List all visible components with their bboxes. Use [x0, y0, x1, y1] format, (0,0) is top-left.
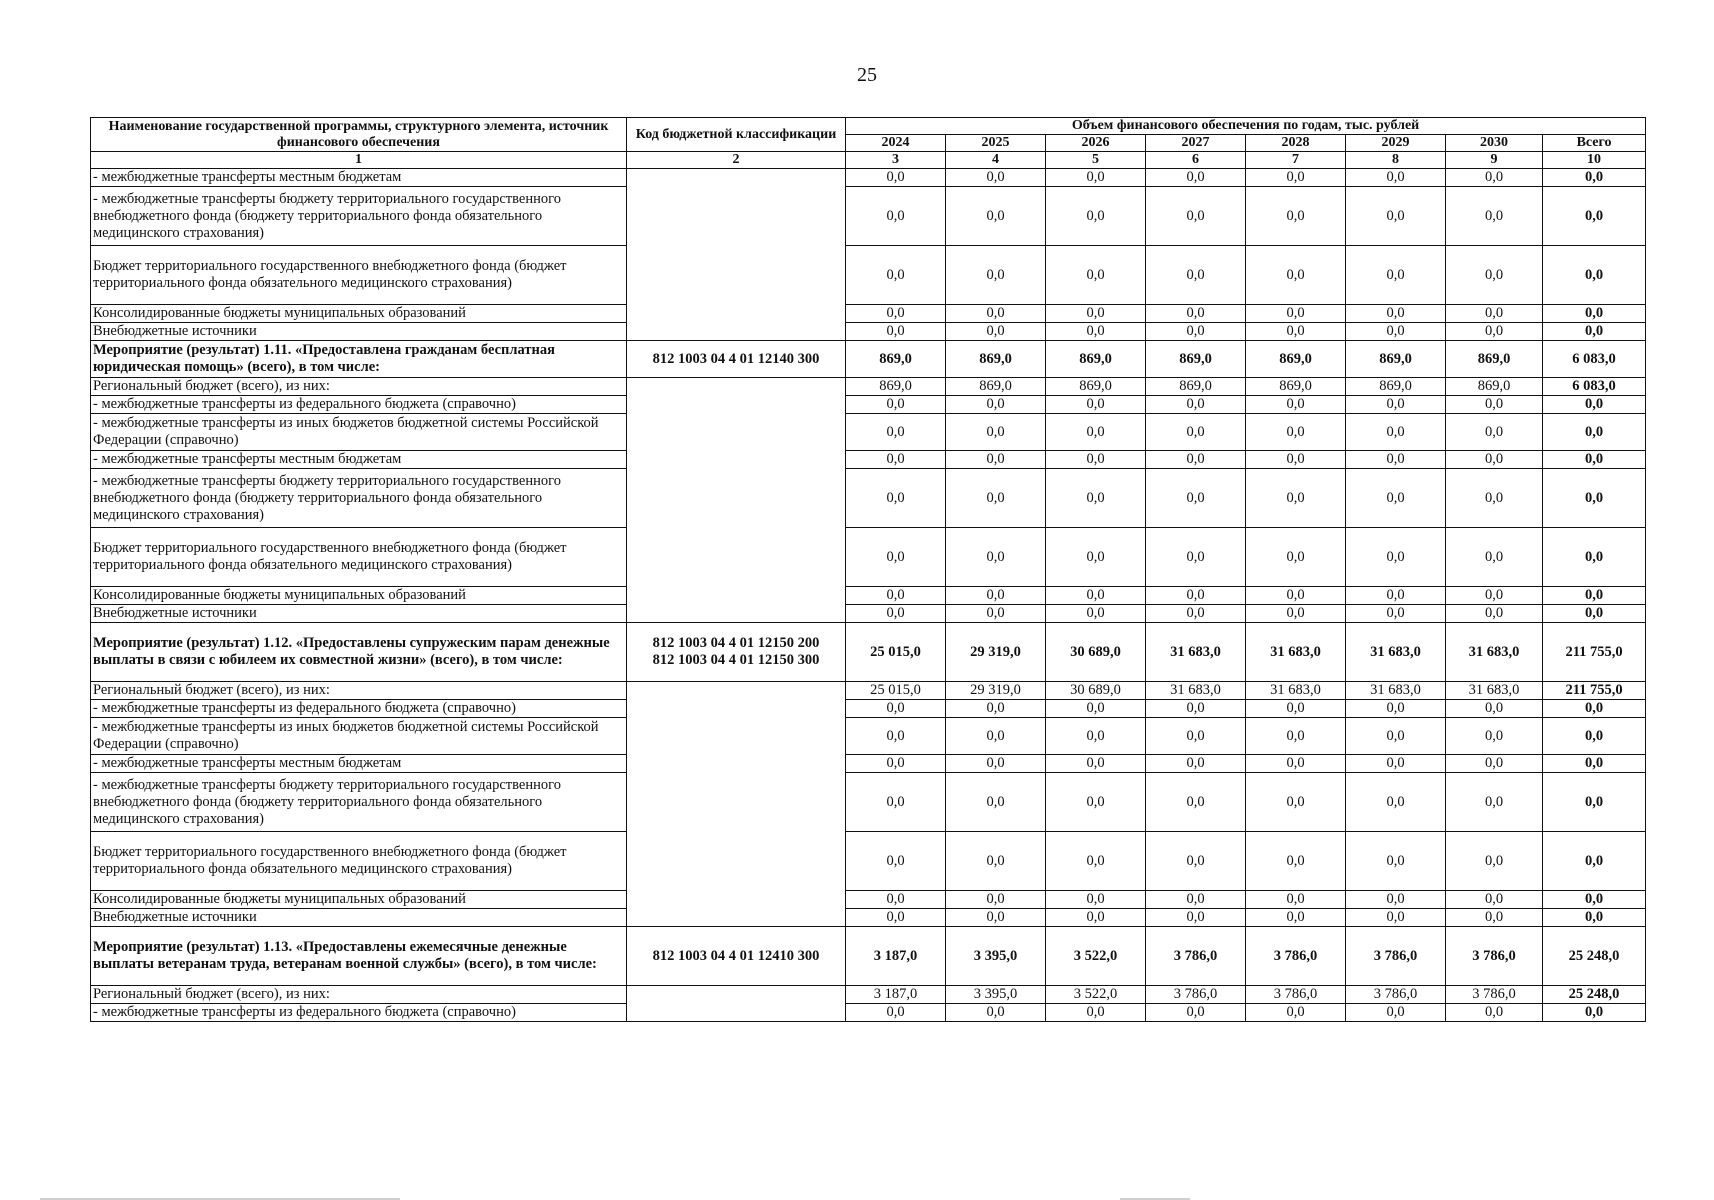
- year-value: 0,0: [946, 187, 1046, 246]
- year-value: 0,0: [1146, 700, 1246, 718]
- year-value: 0,0: [1146, 832, 1246, 891]
- year-value: 0,0: [946, 1004, 1046, 1022]
- year-value: 25 015,0: [846, 623, 946, 682]
- year-value: 869,0: [1246, 341, 1346, 378]
- row-name: - межбюджетные трансферты бюджету территориального государственного внебюджетного фонда (бюджету территориального фонда обязательного медицинского страхования): [91, 187, 627, 246]
- year-value: 0,0: [1346, 891, 1446, 909]
- year-value: 0,0: [846, 305, 946, 323]
- row-name: Консолидированные бюджеты муниципальных образований: [91, 891, 627, 909]
- row-name: - межбюджетные трансферты из иных бюджетов бюджетной системы Российской Федерации (справочно): [91, 414, 627, 451]
- year-value: 0,0: [1146, 451, 1246, 469]
- row-name: Внебюджетные источники: [91, 909, 627, 927]
- year-value: 0,0: [946, 891, 1046, 909]
- year-value: 0,0: [1046, 323, 1146, 341]
- table-row: [91, 469, 1646, 528]
- table-row: [91, 305, 1646, 323]
- year-value: 0,0: [1146, 323, 1246, 341]
- year-value: 0,0: [1246, 396, 1346, 414]
- year-value: 0,0: [1446, 323, 1543, 341]
- year-value: 25 015,0: [846, 682, 946, 700]
- budget-code-cell: [627, 341, 846, 378]
- year-value: 0,0: [1046, 396, 1146, 414]
- year-value: 3 187,0: [846, 986, 946, 1004]
- column-number: 5: [1046, 152, 1146, 169]
- year-value: 3 786,0: [1346, 927, 1446, 986]
- table-row: [91, 396, 1646, 414]
- year-value: 0,0: [1046, 469, 1146, 528]
- budget-code-cell: [627, 623, 846, 682]
- year-value: 0,0: [1246, 169, 1346, 187]
- year-value: 31 683,0: [1446, 623, 1543, 682]
- table-row: [91, 169, 1646, 187]
- year-value: 0,0: [846, 1004, 946, 1022]
- row-name: Мероприятие (результат) 1.13. «Предоставлены ежемесячные денежные выплаты ветеранам труда, ветеранам военной службы» (всего), в том числе:: [91, 927, 627, 986]
- table-row: [91, 341, 1646, 378]
- year-value: 0,0: [846, 718, 946, 755]
- year-value: 0,0: [1346, 414, 1446, 451]
- year-value: 0,0: [1046, 528, 1146, 587]
- table-body: [91, 169, 1646, 1022]
- year-value: 0,0: [846, 832, 946, 891]
- year-value: 0,0: [1346, 528, 1446, 587]
- year-header: 2028: [1246, 135, 1346, 152]
- year-value: 0,0: [1246, 832, 1346, 891]
- year-value: 0,0: [1046, 451, 1146, 469]
- column-numbers-row: [91, 152, 1646, 169]
- year-value: 0,0: [1346, 700, 1446, 718]
- table-row: [91, 378, 1646, 396]
- year-value: 0,0: [946, 528, 1046, 587]
- total-value: 0,0: [1543, 773, 1646, 832]
- table-row: [91, 246, 1646, 305]
- column-number: 9: [1446, 152, 1543, 169]
- year-header: 2024: [846, 135, 946, 152]
- year-value: 0,0: [1346, 469, 1446, 528]
- volume-column-header: Объем финансового обеспечения по годам, тыс. рублей: [846, 118, 1646, 135]
- total-value: 25 248,0: [1543, 927, 1646, 986]
- year-value: 0,0: [946, 832, 1046, 891]
- year-value: 0,0: [846, 755, 946, 773]
- year-value: 0,0: [946, 305, 1046, 323]
- total-value: 6 083,0: [1543, 341, 1646, 378]
- year-value: 869,0: [846, 341, 946, 378]
- column-number: 8: [1346, 152, 1446, 169]
- row-name: Бюджет территориального государственного внебюджетного фонда (бюджет территориального фонда обязательного медицинского страхования): [91, 528, 627, 587]
- year-value: 3 786,0: [1146, 927, 1246, 986]
- year-value: 0,0: [1046, 891, 1146, 909]
- total-value: 0,0: [1543, 305, 1646, 323]
- year-value: 869,0: [1146, 378, 1246, 396]
- year-value: 30 689,0: [1046, 623, 1146, 682]
- year-value: 0,0: [946, 587, 1046, 605]
- year-value: 0,0: [846, 891, 946, 909]
- year-value: 869,0: [846, 378, 946, 396]
- row-name: - межбюджетные трансферты местным бюджетам: [91, 755, 627, 773]
- total-value: 6 083,0: [1543, 378, 1646, 396]
- year-header: 2025: [946, 135, 1046, 152]
- year-value: 0,0: [1446, 909, 1543, 927]
- year-value: 0,0: [1446, 605, 1543, 623]
- year-value: 0,0: [1246, 605, 1346, 623]
- year-value: 0,0: [1346, 396, 1446, 414]
- year-value: 869,0: [1246, 378, 1346, 396]
- year-value: 0,0: [1446, 1004, 1543, 1022]
- total-value: 0,0: [1543, 755, 1646, 773]
- budget-code-cell: [627, 986, 846, 1022]
- row-name: Региональный бюджет (всего), из них:: [91, 986, 627, 1004]
- total-value: 0,0: [1543, 396, 1646, 414]
- row-name: - межбюджетные трансферты из федерального бюджета (справочно): [91, 396, 627, 414]
- year-value: 0,0: [1346, 755, 1446, 773]
- year-value: 0,0: [1046, 755, 1146, 773]
- year-value: 0,0: [1146, 587, 1246, 605]
- year-value: 0,0: [1046, 1004, 1146, 1022]
- year-value: 0,0: [946, 246, 1046, 305]
- year-value: 0,0: [1046, 305, 1146, 323]
- year-value: 3 395,0: [946, 927, 1046, 986]
- column-number: 10: [1543, 152, 1646, 169]
- year-value: 0,0: [1146, 718, 1246, 755]
- total-value: 0,0: [1543, 187, 1646, 246]
- year-value: 0,0: [1046, 718, 1146, 755]
- year-value: 869,0: [1446, 341, 1543, 378]
- table-row: [91, 700, 1646, 718]
- total-value: 0,0: [1543, 700, 1646, 718]
- year-value: 0,0: [946, 718, 1046, 755]
- year-value: 0,0: [1246, 323, 1346, 341]
- year-value: 0,0: [1346, 832, 1446, 891]
- year-value: 0,0: [1046, 587, 1146, 605]
- year-value: 0,0: [946, 323, 1046, 341]
- total-value: 0,0: [1543, 1004, 1646, 1022]
- year-value: 0,0: [1446, 469, 1543, 528]
- year-value: 0,0: [946, 169, 1046, 187]
- year-value: 31 683,0: [1146, 623, 1246, 682]
- year-value: 0,0: [846, 451, 946, 469]
- year-value: 0,0: [1446, 755, 1543, 773]
- row-name: Внебюджетные источники: [91, 605, 627, 623]
- year-value: 0,0: [846, 323, 946, 341]
- year-value: 869,0: [1346, 378, 1446, 396]
- header-row: [91, 118, 1646, 135]
- year-value: 0,0: [1146, 605, 1246, 623]
- year-value: 0,0: [1346, 909, 1446, 927]
- year-value: 0,0: [1446, 187, 1543, 246]
- year-header: 2026: [1046, 135, 1146, 152]
- year-value: 0,0: [1446, 718, 1543, 755]
- year-value: 869,0: [946, 341, 1046, 378]
- budget-code-cell: [627, 682, 846, 927]
- year-value: 869,0: [1046, 341, 1146, 378]
- budget-code-cell: [627, 378, 846, 623]
- table-row: [91, 682, 1646, 700]
- year-header: 2029: [1346, 135, 1446, 152]
- year-value: 3 522,0: [1046, 927, 1146, 986]
- year-value: 0,0: [946, 605, 1046, 623]
- year-value: 31 683,0: [1346, 682, 1446, 700]
- row-name: - межбюджетные трансферты из федерального бюджета (справочно): [91, 1004, 627, 1022]
- year-value: 0,0: [846, 773, 946, 832]
- year-value: 0,0: [1146, 396, 1246, 414]
- year-value: 3 395,0: [946, 986, 1046, 1004]
- column-number: 2: [627, 152, 846, 169]
- year-value: 0,0: [1246, 755, 1346, 773]
- year-value: 0,0: [1446, 587, 1543, 605]
- year-value: 0,0: [846, 414, 946, 451]
- year-value: 3 786,0: [1146, 986, 1246, 1004]
- table-row: [91, 986, 1646, 1004]
- row-name: - межбюджетные трансферты местным бюджетам: [91, 451, 627, 469]
- year-value: 0,0: [1046, 832, 1146, 891]
- year-value: 0,0: [1146, 773, 1246, 832]
- total-value: 25 248,0: [1543, 986, 1646, 1004]
- year-value: 0,0: [1046, 414, 1146, 451]
- year-value: 0,0: [1246, 700, 1346, 718]
- year-value: 0,0: [1046, 246, 1146, 305]
- row-name: - межбюджетные трансферты бюджету территориального государственного внебюджетного фонда (бюджету территориального фонда обязательного медицинского страхования): [91, 469, 627, 528]
- table-row: [91, 323, 1646, 341]
- year-value: 0,0: [1346, 773, 1446, 832]
- year-value: 3 786,0: [1246, 927, 1346, 986]
- year-value: 869,0: [1346, 341, 1446, 378]
- total-value: 0,0: [1543, 832, 1646, 891]
- year-value: 0,0: [1346, 451, 1446, 469]
- table-row: [91, 773, 1646, 832]
- table-row: [91, 718, 1646, 755]
- budget-code: 812 1003 04 4 01 12140 300: [652, 350, 820, 367]
- name-column-header: Наименование государственной программы, структурного элемента, источник финансового обеспечения: [91, 118, 627, 152]
- year-value: 0,0: [1346, 169, 1446, 187]
- year-value: 31 683,0: [1246, 623, 1346, 682]
- year-value: 0,0: [946, 451, 1046, 469]
- year-value: 0,0: [1446, 891, 1543, 909]
- year-value: 0,0: [846, 700, 946, 718]
- column-number: 4: [946, 152, 1046, 169]
- year-value: 0,0: [1246, 451, 1346, 469]
- year-value: 3 786,0: [1346, 986, 1446, 1004]
- total-value: 0,0: [1543, 909, 1646, 927]
- year-value: 0,0: [1246, 469, 1346, 528]
- year-value: 30 689,0: [1046, 682, 1146, 700]
- row-name: Внебюджетные источники: [91, 323, 627, 341]
- year-value: 0,0: [1146, 169, 1246, 187]
- table-row: [91, 832, 1646, 891]
- year-value: 0,0: [1446, 246, 1543, 305]
- row-name: - межбюджетные трансферты из иных бюджетов бюджетной системы Российской Федерации (справочно): [91, 718, 627, 755]
- year-value: 0,0: [1246, 414, 1346, 451]
- total-value: 0,0: [1543, 528, 1646, 587]
- year-value: 0,0: [846, 396, 946, 414]
- year-value: 0,0: [1146, 528, 1246, 587]
- total-value: 0,0: [1543, 587, 1646, 605]
- year-value: 31 683,0: [1446, 682, 1543, 700]
- table-row: [91, 1004, 1646, 1022]
- year-value: 0,0: [846, 605, 946, 623]
- year-value: 869,0: [1146, 341, 1246, 378]
- year-value: 0,0: [1246, 305, 1346, 323]
- budget-code-cell: [627, 927, 846, 986]
- year-value: 0,0: [1046, 773, 1146, 832]
- year-value: 29 319,0: [946, 623, 1046, 682]
- year-value: 0,0: [1246, 718, 1346, 755]
- row-name: Бюджет территориального государственного внебюджетного фонда (бюджет территориального фонда обязательного медицинского страхования): [91, 832, 627, 891]
- row-name: Консолидированные бюджеты муниципальных образований: [91, 305, 627, 323]
- year-value: 0,0: [846, 909, 946, 927]
- table-row: [91, 605, 1646, 623]
- year-value: 0,0: [1046, 187, 1146, 246]
- total-value: 0,0: [1543, 169, 1646, 187]
- budget-code-cell: [627, 169, 846, 341]
- column-number: 6: [1146, 152, 1246, 169]
- total-value: 0,0: [1543, 469, 1646, 528]
- year-value: 0,0: [1346, 323, 1446, 341]
- year-value: 0,0: [1046, 169, 1146, 187]
- year-value: 0,0: [1446, 396, 1543, 414]
- year-value: 0,0: [1346, 1004, 1446, 1022]
- year-value: 0,0: [1346, 605, 1446, 623]
- year-value: 0,0: [846, 169, 946, 187]
- year-value: 0,0: [846, 246, 946, 305]
- total-value: 211 755,0: [1543, 623, 1646, 682]
- budget-code: 812 1003 04 4 01 12150 300: [652, 652, 820, 668]
- year-value: 0,0: [1046, 909, 1146, 927]
- year-value: 869,0: [1046, 378, 1146, 396]
- table-row: [91, 927, 1646, 986]
- total-header: Всего: [1543, 135, 1646, 152]
- year-value: 0,0: [946, 755, 1046, 773]
- year-value: 3 786,0: [1246, 986, 1346, 1004]
- year-value: 0,0: [1146, 305, 1246, 323]
- row-name: Мероприятие (результат) 1.12. «Предоставлены супружеским парам денежные выплаты в связи с юбилеем их совместной жизни» (всего), в том числе:: [91, 623, 627, 682]
- year-value: 0,0: [1346, 187, 1446, 246]
- year-value: 869,0: [1446, 378, 1543, 396]
- year-value: 0,0: [1046, 700, 1146, 718]
- year-value: 0,0: [846, 587, 946, 605]
- year-header: 2030: [1446, 135, 1543, 152]
- year-value: 3 522,0: [1046, 986, 1146, 1004]
- year-value: 0,0: [1246, 773, 1346, 832]
- year-value: 0,0: [946, 700, 1046, 718]
- year-value: 0,0: [1346, 246, 1446, 305]
- table-row: [91, 891, 1646, 909]
- year-value: 0,0: [1246, 909, 1346, 927]
- total-value: 211 755,0: [1543, 682, 1646, 700]
- year-value: 0,0: [1446, 700, 1543, 718]
- year-value: 0,0: [1446, 414, 1543, 451]
- year-value: 0,0: [1446, 305, 1543, 323]
- table-row: [91, 909, 1646, 927]
- year-value: 29 319,0: [946, 682, 1046, 700]
- budget-code: 812 1003 04 4 01 12150 200: [652, 635, 820, 651]
- year-value: 31 683,0: [1346, 623, 1446, 682]
- year-value: 0,0: [1246, 891, 1346, 909]
- year-value: 0,0: [1346, 718, 1446, 755]
- table-row: [91, 587, 1646, 605]
- year-value: 0,0: [1446, 528, 1543, 587]
- column-number: 3: [846, 152, 946, 169]
- year-value: 3 187,0: [846, 927, 946, 986]
- table-row: [91, 528, 1646, 587]
- year-value: 0,0: [1246, 587, 1346, 605]
- year-value: 0,0: [846, 528, 946, 587]
- financing-table: [90, 117, 1646, 1022]
- year-header: 2027: [1146, 135, 1246, 152]
- year-value: 0,0: [1346, 305, 1446, 323]
- year-value: 0,0: [1446, 773, 1543, 832]
- year-value: 0,0: [946, 414, 1046, 451]
- table-row: [91, 414, 1646, 451]
- row-name: - межбюджетные трансферты из федерального бюджета (справочно): [91, 700, 627, 718]
- year-value: 0,0: [1446, 169, 1543, 187]
- year-value: 0,0: [946, 469, 1046, 528]
- year-value: 0,0: [1246, 246, 1346, 305]
- total-value: 0,0: [1543, 323, 1646, 341]
- total-value: 0,0: [1543, 246, 1646, 305]
- year-value: 0,0: [1246, 528, 1346, 587]
- year-value: 0,0: [1146, 187, 1246, 246]
- year-value: 3 786,0: [1446, 986, 1543, 1004]
- total-value: 0,0: [1543, 718, 1646, 755]
- year-value: 31 683,0: [1146, 682, 1246, 700]
- year-value: 0,0: [1146, 909, 1246, 927]
- page-number: 25: [857, 64, 877, 86]
- budget-code: 812 1003 04 4 01 12410 300: [652, 947, 820, 964]
- total-value: 0,0: [1543, 891, 1646, 909]
- row-name: Бюджет территориального государственного внебюджетного фонда (бюджет территориального фонда обязательного медицинского страхования): [91, 246, 627, 305]
- year-value: 869,0: [946, 378, 1046, 396]
- year-value: 0,0: [846, 187, 946, 246]
- year-value: 0,0: [1046, 605, 1146, 623]
- year-value: 0,0: [1246, 187, 1346, 246]
- row-name: Мероприятие (результат) 1.11. «Предоставлена гражданам бесплатная юридическая помощь» (всего), в том числе:: [91, 341, 627, 378]
- year-value: 0,0: [1146, 1004, 1246, 1022]
- total-value: 0,0: [1543, 605, 1646, 623]
- code-column-header: Код бюджетной классификации: [627, 118, 846, 152]
- year-value: 0,0: [1346, 587, 1446, 605]
- row-name: Консолидированные бюджеты муниципальных образований: [91, 587, 627, 605]
- year-value: 0,0: [1446, 451, 1543, 469]
- row-name: Региональный бюджет (всего), из них:: [91, 378, 627, 396]
- year-value: 0,0: [946, 909, 1046, 927]
- row-name: Региональный бюджет (всего), из них:: [91, 682, 627, 700]
- year-value: 0,0: [1146, 469, 1246, 528]
- table-row: [91, 755, 1646, 773]
- row-name: - межбюджетные трансферты местным бюджетам: [91, 169, 627, 187]
- table-row: [91, 623, 1646, 682]
- table-row: [91, 451, 1646, 469]
- year-value: 0,0: [1246, 1004, 1346, 1022]
- year-value: 0,0: [1146, 414, 1246, 451]
- year-value: 3 786,0: [1446, 927, 1543, 986]
- row-name: - межбюджетные трансферты бюджету территориального государственного внебюджетного фонда (бюджету территориального фонда обязательного медицинского страхования): [91, 773, 627, 832]
- year-value: 0,0: [1146, 891, 1246, 909]
- total-value: 0,0: [1543, 451, 1646, 469]
- year-value: 0,0: [846, 469, 946, 528]
- column-number: 1: [91, 152, 627, 169]
- year-value: 0,0: [1446, 832, 1543, 891]
- year-value: 0,0: [1146, 246, 1246, 305]
- table-row: [91, 187, 1646, 246]
- total-value: 0,0: [1543, 414, 1646, 451]
- column-number: 7: [1246, 152, 1346, 169]
- year-value: 0,0: [1146, 755, 1246, 773]
- year-value: 31 683,0: [1246, 682, 1346, 700]
- year-value: 0,0: [946, 396, 1046, 414]
- year-value: 0,0: [946, 773, 1046, 832]
